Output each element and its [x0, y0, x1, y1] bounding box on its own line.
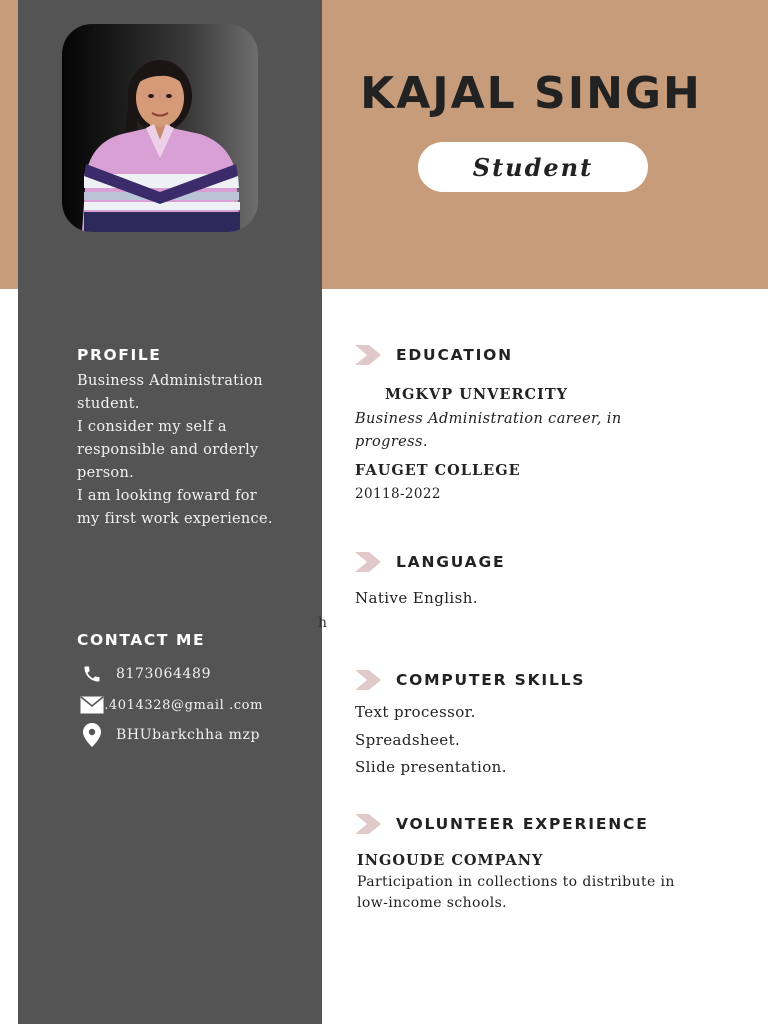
- school-name: MGKVP UNVERCITY: [385, 386, 568, 403]
- candidate-name: KAJAL SINGH: [360, 68, 702, 119]
- skill-item: Slide presentation.: [355, 758, 507, 776]
- stray-character: h: [318, 615, 328, 631]
- school-name: FAUGET COLLEGE: [355, 462, 521, 479]
- phone-number: 8173064489: [116, 666, 212, 682]
- role-badge: Student: [418, 142, 648, 192]
- education-heading: EDUCATION: [396, 346, 513, 364]
- volunteer-description: Participation in collections to distribute in low-income schools.: [357, 874, 675, 911]
- skill-item: Spreadsheet.: [355, 731, 461, 749]
- phone-icon: [80, 663, 104, 685]
- address-text: BHUbarkchha mzp: [116, 727, 261, 743]
- chevron-right-icon: [355, 552, 381, 572]
- profile-line: I am looking foward for my first work experience.: [77, 488, 273, 527]
- volunteer-section-heading: [355, 814, 649, 834]
- company-name: INGOUDE COMPANY: [357, 852, 544, 869]
- computer-skills-section-heading: [355, 670, 585, 690]
- profile-heading: PROFILE: [77, 346, 162, 364]
- profile-line: I consider my self a responsible and orderly person.: [77, 419, 259, 481]
- chevron-right-icon: [355, 670, 381, 690]
- chevron-right-icon: [355, 814, 381, 834]
- language-heading: LANGUAGE: [396, 553, 506, 571]
- language-text: Native English.: [355, 589, 478, 607]
- profile-line: Business Administration student.: [77, 373, 263, 412]
- skill-item: Text processor.: [355, 703, 476, 721]
- chevron-right-icon: [355, 345, 381, 365]
- contact-email: [80, 694, 263, 716]
- computer-skills-heading: COMPUTER SKILLS: [396, 671, 586, 689]
- volunteer-heading: VOLUNTEER EXPERIENCE: [396, 815, 649, 833]
- contact-heading: CONTACT ME: [77, 631, 206, 649]
- location-pin-icon: [80, 724, 104, 746]
- contact-address: [80, 724, 260, 746]
- profile-text: [77, 370, 277, 531]
- email-address: ....4014328@gmail .com: [90, 697, 264, 713]
- school-years: 20118-2022: [355, 486, 441, 502]
- school-detail: Business Administration career, in progress.: [355, 411, 622, 450]
- profile-photo: [62, 24, 258, 232]
- contact-phone: [80, 663, 211, 685]
- language-section-heading: [355, 552, 505, 572]
- education-section-heading: [355, 345, 513, 365]
